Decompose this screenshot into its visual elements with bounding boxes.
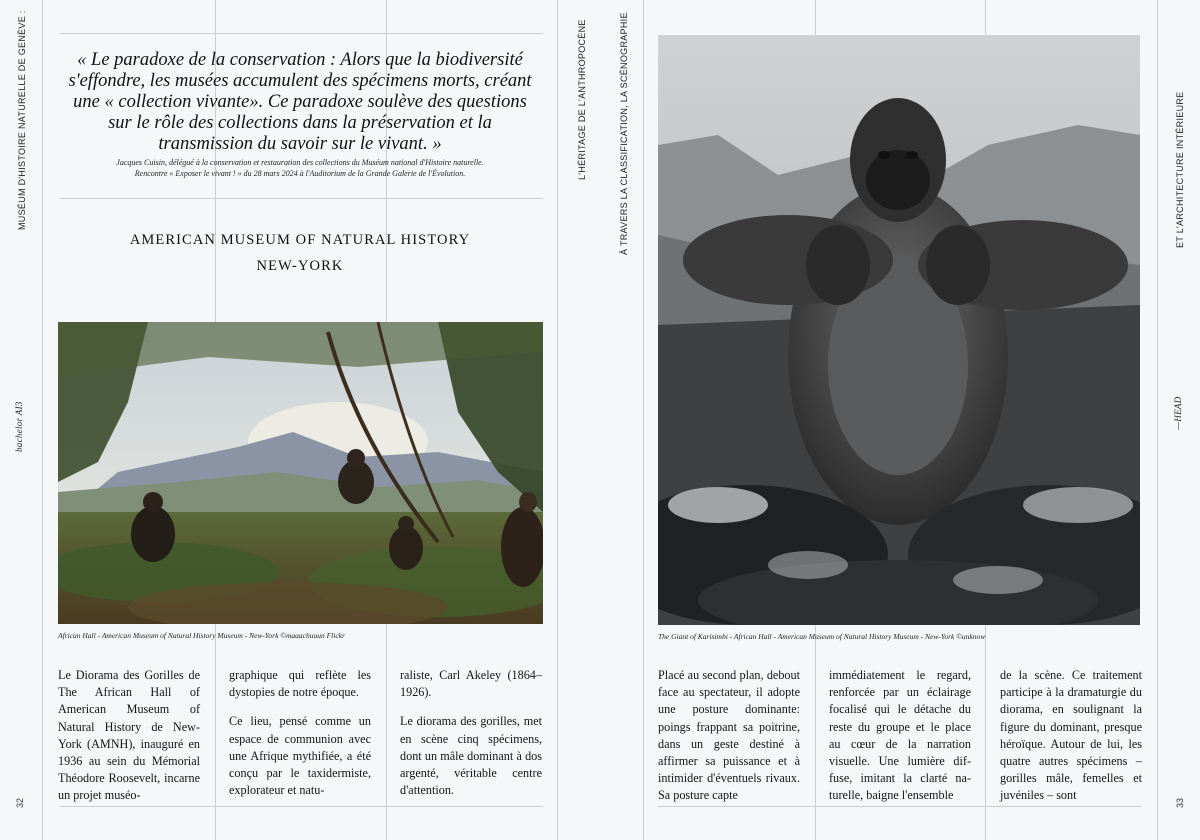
running-head: À TRAVERS LA CLASSIFICATION, LA SCÉNOGRAPHIE <box>619 12 629 255</box>
section-subheading: NEW-YORK <box>256 258 344 274</box>
running-head: MUSÉUM D'HISTOIRE NATURELLE DE GENÈVE : <box>17 10 27 230</box>
photo-caption: The Giant of Karisimbi - African Hall - American Museum of Natural History Museum - New-York ©unknow <box>658 632 986 641</box>
grid-line <box>42 0 43 840</box>
text-column-3 <box>400 667 542 811</box>
paragraph: raliste, Carl Akeley (1864–1926). <box>400 668 542 700</box>
paragraph: Ce lieu, pensé comme un espace de communion avec une Afrique mythifiée, a été conçu par le taxidermiste, explorateur et natu- <box>229 714 371 798</box>
paragraph: de la scène. Ce traitement participe à la dramaturgie du diorama, en soulignant la figure du dominant, presque héroïque. Autour de lui, les quatre autres spécimens – gorilles mâle, femelles et juvéniles – sont <box>1000 668 1142 803</box>
program-label: bachelor AI3 <box>14 401 24 452</box>
diorama-photo <box>58 322 543 624</box>
attribution-line: Jacques Cuisin, délégué à la conservation et restauration des collections du Muséum national d'Histoire naturelle. <box>116 158 484 167</box>
grid-line <box>1157 0 1158 840</box>
grid-line <box>60 198 543 199</box>
running-head: ET L'ARCHITECTURE INTÉRIEURE <box>1175 91 1185 248</box>
school-label: —HEAD <box>1173 396 1183 430</box>
grid-line <box>643 0 644 840</box>
paragraph: Le Diorama des Gorilles de The African Hall of American Museum of Natural History de New-York (AMNH), inauguré en 1936 au sein du Mémorial Théodore Roosevelt, incarne un projet muséo- <box>58 668 200 803</box>
text-column-2 <box>229 667 371 811</box>
photo-caption: African Hall - American Museum of Natural History Museum - New-York ©maaachuuun Flickr <box>58 631 345 640</box>
text-column-3 <box>1000 667 1142 817</box>
running-head: L'HÉRITAGE DE L'ANTHROPOCÈNE <box>577 19 587 180</box>
pull-quote: « Le paradoxe de la conservation : Alors que la biodiversité s'effondre, les musées accumulent des spécimens morts, créant une « collection vivante». Ce paradoxe soulève des questions sur le rôle des collections dans la préservation et la transmission du savoir sur le vivant. » <box>68 50 532 154</box>
right-page <box>577 0 1200 840</box>
gorilla-illustration <box>658 35 1140 625</box>
grid-line <box>60 33 543 34</box>
paragraph: Le diorama des gorilles, met en scène cinq spécimens, dont un mâle dominant à dos argenté, véritable centre d'attention. <box>400 714 542 798</box>
attribution-line: Rencontre « Exposer le vivant ! » du 28 mars 2024 à l'Auditorium de la Grande Galerie de l'Évolution. <box>134 169 466 178</box>
text-column-1 <box>658 667 800 817</box>
paragraph: graphique qui reflète les dystopies de notre époque. <box>229 668 371 700</box>
diorama-illustration <box>58 322 543 624</box>
grid-line <box>557 0 558 840</box>
quote-attribution <box>60 157 540 179</box>
section-heading: AMERICAN MUSEUM OF NATURAL HISTORY <box>129 232 471 248</box>
page-number: 33 <box>1175 797 1185 808</box>
paragraph: immédiatement le regard, renforcée par un éclairage focalisé qui le détache du reste du groupe et le place au cœur de la narration visuelle. Une lumière diffuse, imitant la clarté naturelle, baigne l'ensemble <box>829 668 971 803</box>
paragraph: Placé au second plan, debout face au spectateur, il adopte une posture dominante: poings frappant sa poitrine, dans un geste destiné à affirmer sa puissance et à intimider d'éventuels rivaux. Sa posture capte <box>658 668 800 803</box>
text-column-2 <box>829 667 971 817</box>
page-number: 32 <box>15 797 25 808</box>
text-column-1 <box>58 667 200 817</box>
gorilla-photo <box>658 35 1140 625</box>
